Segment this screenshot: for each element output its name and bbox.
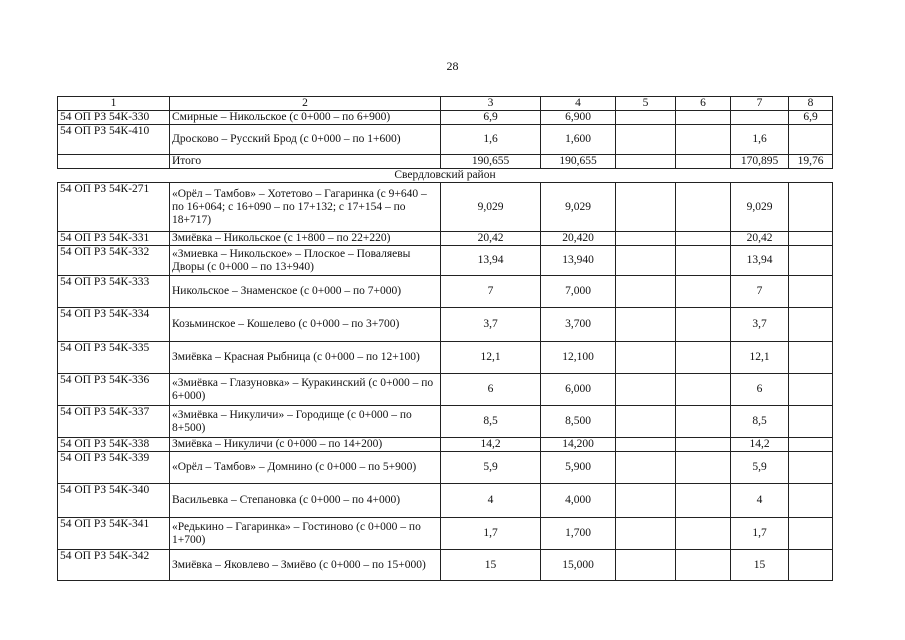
col4-cell: 6,000	[541, 374, 616, 406]
col4-cell: 190,655	[541, 155, 616, 169]
col6-cell	[676, 452, 731, 484]
col8-cell	[789, 342, 833, 374]
table-row	[58, 550, 833, 581]
road-name-cell: Дросково – Русский Брод (с 0+000 – по 1+600)	[170, 125, 441, 155]
col8-cell	[789, 518, 833, 550]
col6-cell	[676, 155, 731, 169]
col3-cell: 3,7	[441, 308, 541, 342]
col3-cell: 1,6	[441, 125, 541, 155]
col4-cell: 3,700	[541, 308, 616, 342]
road-name-cell: «Змиевка – Никольское» – Плоское – Поваляевы Дворы (с 0+000 – по 13+940)	[170, 246, 441, 276]
col7-cell: 15	[731, 550, 789, 581]
col7-cell: 1,6	[731, 125, 789, 155]
col8-cell	[789, 308, 833, 342]
table-row	[58, 246, 833, 276]
col4-cell: 1,700	[541, 518, 616, 550]
header-cell: 8	[789, 97, 833, 111]
col5-cell	[616, 246, 676, 276]
col6-cell	[676, 438, 731, 452]
col3-cell: 12,1	[441, 342, 541, 374]
col3-cell: 5,9	[441, 452, 541, 484]
col5-cell	[616, 125, 676, 155]
col7-cell	[731, 111, 789, 125]
road-name-cell: Итого	[170, 155, 441, 169]
col4-cell: 6,900	[541, 111, 616, 125]
col6-cell	[676, 111, 731, 125]
header-cell: 6	[676, 97, 731, 111]
table-row	[58, 125, 833, 155]
header-cell: 7	[731, 97, 789, 111]
table-row	[58, 342, 833, 374]
col4-cell: 1,600	[541, 125, 616, 155]
col8-cell	[789, 484, 833, 518]
col6-cell	[676, 232, 731, 246]
col5-cell	[616, 550, 676, 581]
header-cell: 4	[541, 97, 616, 111]
col5-cell	[616, 308, 676, 342]
col4-cell: 8,500	[541, 406, 616, 438]
road-code-cell: 54 ОП РЗ 54К-271	[58, 183, 170, 232]
col5-cell	[616, 183, 676, 232]
col7-cell: 1,7	[731, 518, 789, 550]
col7-cell: 12,1	[731, 342, 789, 374]
col8-cell	[789, 374, 833, 406]
road-name-cell: Змиёвка – Никуличи (с 0+000 – по 14+200)	[170, 438, 441, 452]
col5-cell	[616, 232, 676, 246]
road-name-cell: «Змиёвка – Никуличи» – Городище (с 0+000 – по 8+500)	[170, 406, 441, 438]
road-code-cell: 54 ОП РЗ 54К-336	[58, 374, 170, 406]
col6-cell	[676, 125, 731, 155]
col6-cell	[676, 406, 731, 438]
table-row	[58, 308, 833, 342]
table-row	[58, 484, 833, 518]
table-row	[58, 111, 833, 125]
road-code-cell: 54 ОП РЗ 54К-339	[58, 452, 170, 484]
table-header-row	[58, 97, 833, 111]
road-code-cell	[58, 155, 170, 169]
col8-cell	[789, 452, 833, 484]
road-code-cell: 54 ОП РЗ 54К-340	[58, 484, 170, 518]
col5-cell	[616, 484, 676, 518]
col5-cell	[616, 342, 676, 374]
header-cell: 1	[58, 97, 170, 111]
table-row	[58, 518, 833, 550]
col5-cell	[616, 155, 676, 169]
road-name-cell: «Орёл – Тамбов» – Домнино (с 0+000 – по 5+900)	[170, 452, 441, 484]
road-code-cell: 54 ОП РЗ 54К-341	[58, 518, 170, 550]
table-row	[58, 183, 833, 232]
col3-cell: 20,42	[441, 232, 541, 246]
table-row	[58, 374, 833, 406]
road-name-cell: Смирные – Никольское (с 0+000 – по 6+900)	[170, 111, 441, 125]
road-code-cell: 54 ОП РЗ 54К-334	[58, 308, 170, 342]
road-name-cell: «Редькино – Гагаринка» – Гостиново (с 0+000 – по 1+700)	[170, 518, 441, 550]
col3-cell: 15	[441, 550, 541, 581]
col3-cell: 7	[441, 276, 541, 308]
col4-cell: 9,029	[541, 183, 616, 232]
page-number: 28	[446, 59, 459, 73]
col8-cell	[789, 246, 833, 276]
col3-cell: 8,5	[441, 406, 541, 438]
col7-cell: 20,42	[731, 232, 789, 246]
col8-cell: 6,9	[789, 111, 833, 125]
col8-cell	[789, 183, 833, 232]
table-row	[58, 438, 833, 452]
col5-cell	[616, 518, 676, 550]
col5-cell	[616, 438, 676, 452]
col3-cell: 6,9	[441, 111, 541, 125]
col7-cell: 13,94	[731, 246, 789, 276]
col3-cell: 14,2	[441, 438, 541, 452]
col3-cell: 6	[441, 374, 541, 406]
col6-cell	[676, 183, 731, 232]
col8-cell	[789, 438, 833, 452]
col4-cell: 4,000	[541, 484, 616, 518]
col5-cell	[616, 374, 676, 406]
road-name-cell: «Орёл – Тамбов» – Хотетово – Гагаринка (с 9+640 – по 16+064; с 16+090 – по 17+132; с 17+154 – по 18+717)	[170, 183, 441, 232]
col4-cell: 20,420	[541, 232, 616, 246]
road-code-cell: 54 ОП РЗ 54К-331	[58, 232, 170, 246]
col6-cell	[676, 374, 731, 406]
table-row	[58, 406, 833, 438]
road-code-cell: 54 ОП РЗ 54К-332	[58, 246, 170, 276]
col7-cell: 4	[731, 484, 789, 518]
col4-cell: 12,100	[541, 342, 616, 374]
col7-cell: 3,7	[731, 308, 789, 342]
col3-cell: 13,94	[441, 246, 541, 276]
col4-cell: 7,000	[541, 276, 616, 308]
col3-cell: 4	[441, 484, 541, 518]
col7-cell: 6	[731, 374, 789, 406]
road-code-cell: 54 ОП РЗ 54К-330	[58, 111, 170, 125]
col7-cell: 5,9	[731, 452, 789, 484]
col6-cell	[676, 342, 731, 374]
col6-cell	[676, 550, 731, 581]
col6-cell	[676, 308, 731, 342]
road-code-cell: 54 ОП РЗ 54К-342	[58, 550, 170, 581]
road-name-cell: Змиёвка – Красная Рыбница (с 0+000 – по 12+100)	[170, 342, 441, 374]
table-row	[58, 232, 833, 246]
road-name-cell: Змиёвка – Никольское (с 1+800 – по 22+220)	[170, 232, 441, 246]
col3-cell: 1,7	[441, 518, 541, 550]
table-row	[58, 155, 833, 169]
col4-cell: 15,000	[541, 550, 616, 581]
col6-cell	[676, 276, 731, 308]
road-name-cell: Васильевка – Степановка (с 0+000 – по 4+000)	[170, 484, 441, 518]
road-code-cell: 54 ОП РЗ 54К-337	[58, 406, 170, 438]
header-cell: 3	[441, 97, 541, 111]
col8-cell	[789, 232, 833, 246]
col6-cell	[676, 518, 731, 550]
road-name-cell: «Змиёвка – Глазуновка» – Куракинский (с 0+000 – по 6+000)	[170, 374, 441, 406]
col5-cell	[616, 452, 676, 484]
road-name-cell: Змиёвка – Яковлево – Змиёво (с 0+000 – по 15+000)	[170, 550, 441, 581]
col8-cell	[789, 276, 833, 308]
col4-cell: 14,200	[541, 438, 616, 452]
road-code-cell: 54 ОП РЗ 54К-410	[58, 125, 170, 155]
table-row	[58, 452, 833, 484]
col3-cell: 9,029	[441, 183, 541, 232]
header-cell: 5	[616, 97, 676, 111]
col7-cell: 8,5	[731, 406, 789, 438]
col7-cell: 170,895	[731, 155, 789, 169]
col8-cell	[789, 125, 833, 155]
col4-cell: 13,940	[541, 246, 616, 276]
col7-cell: 7	[731, 276, 789, 308]
col8-cell	[789, 550, 833, 581]
road-code-cell: 54 ОП РЗ 54К-338	[58, 438, 170, 452]
col8-cell	[789, 406, 833, 438]
col4-cell: 5,900	[541, 452, 616, 484]
col5-cell	[616, 406, 676, 438]
roads-table	[57, 96, 833, 581]
road-code-cell: 54 ОП РЗ 54К-333	[58, 276, 170, 308]
section-title: Свердловский район	[58, 169, 833, 183]
col7-cell: 14,2	[731, 438, 789, 452]
col6-cell	[676, 484, 731, 518]
col8-cell: 19,76	[789, 155, 833, 169]
col7-cell: 9,029	[731, 183, 789, 232]
section-row	[58, 169, 833, 183]
road-name-cell: Козьминское – Кошелево (с 0+000 – по 3+700)	[170, 308, 441, 342]
header-cell: 2	[170, 97, 441, 111]
col5-cell	[616, 111, 676, 125]
col5-cell	[616, 276, 676, 308]
table-row	[58, 276, 833, 308]
col6-cell	[676, 246, 731, 276]
road-name-cell: Никольское – Знаменское (с 0+000 – по 7+000)	[170, 276, 441, 308]
road-code-cell: 54 ОП РЗ 54К-335	[58, 342, 170, 374]
col3-cell: 190,655	[441, 155, 541, 169]
